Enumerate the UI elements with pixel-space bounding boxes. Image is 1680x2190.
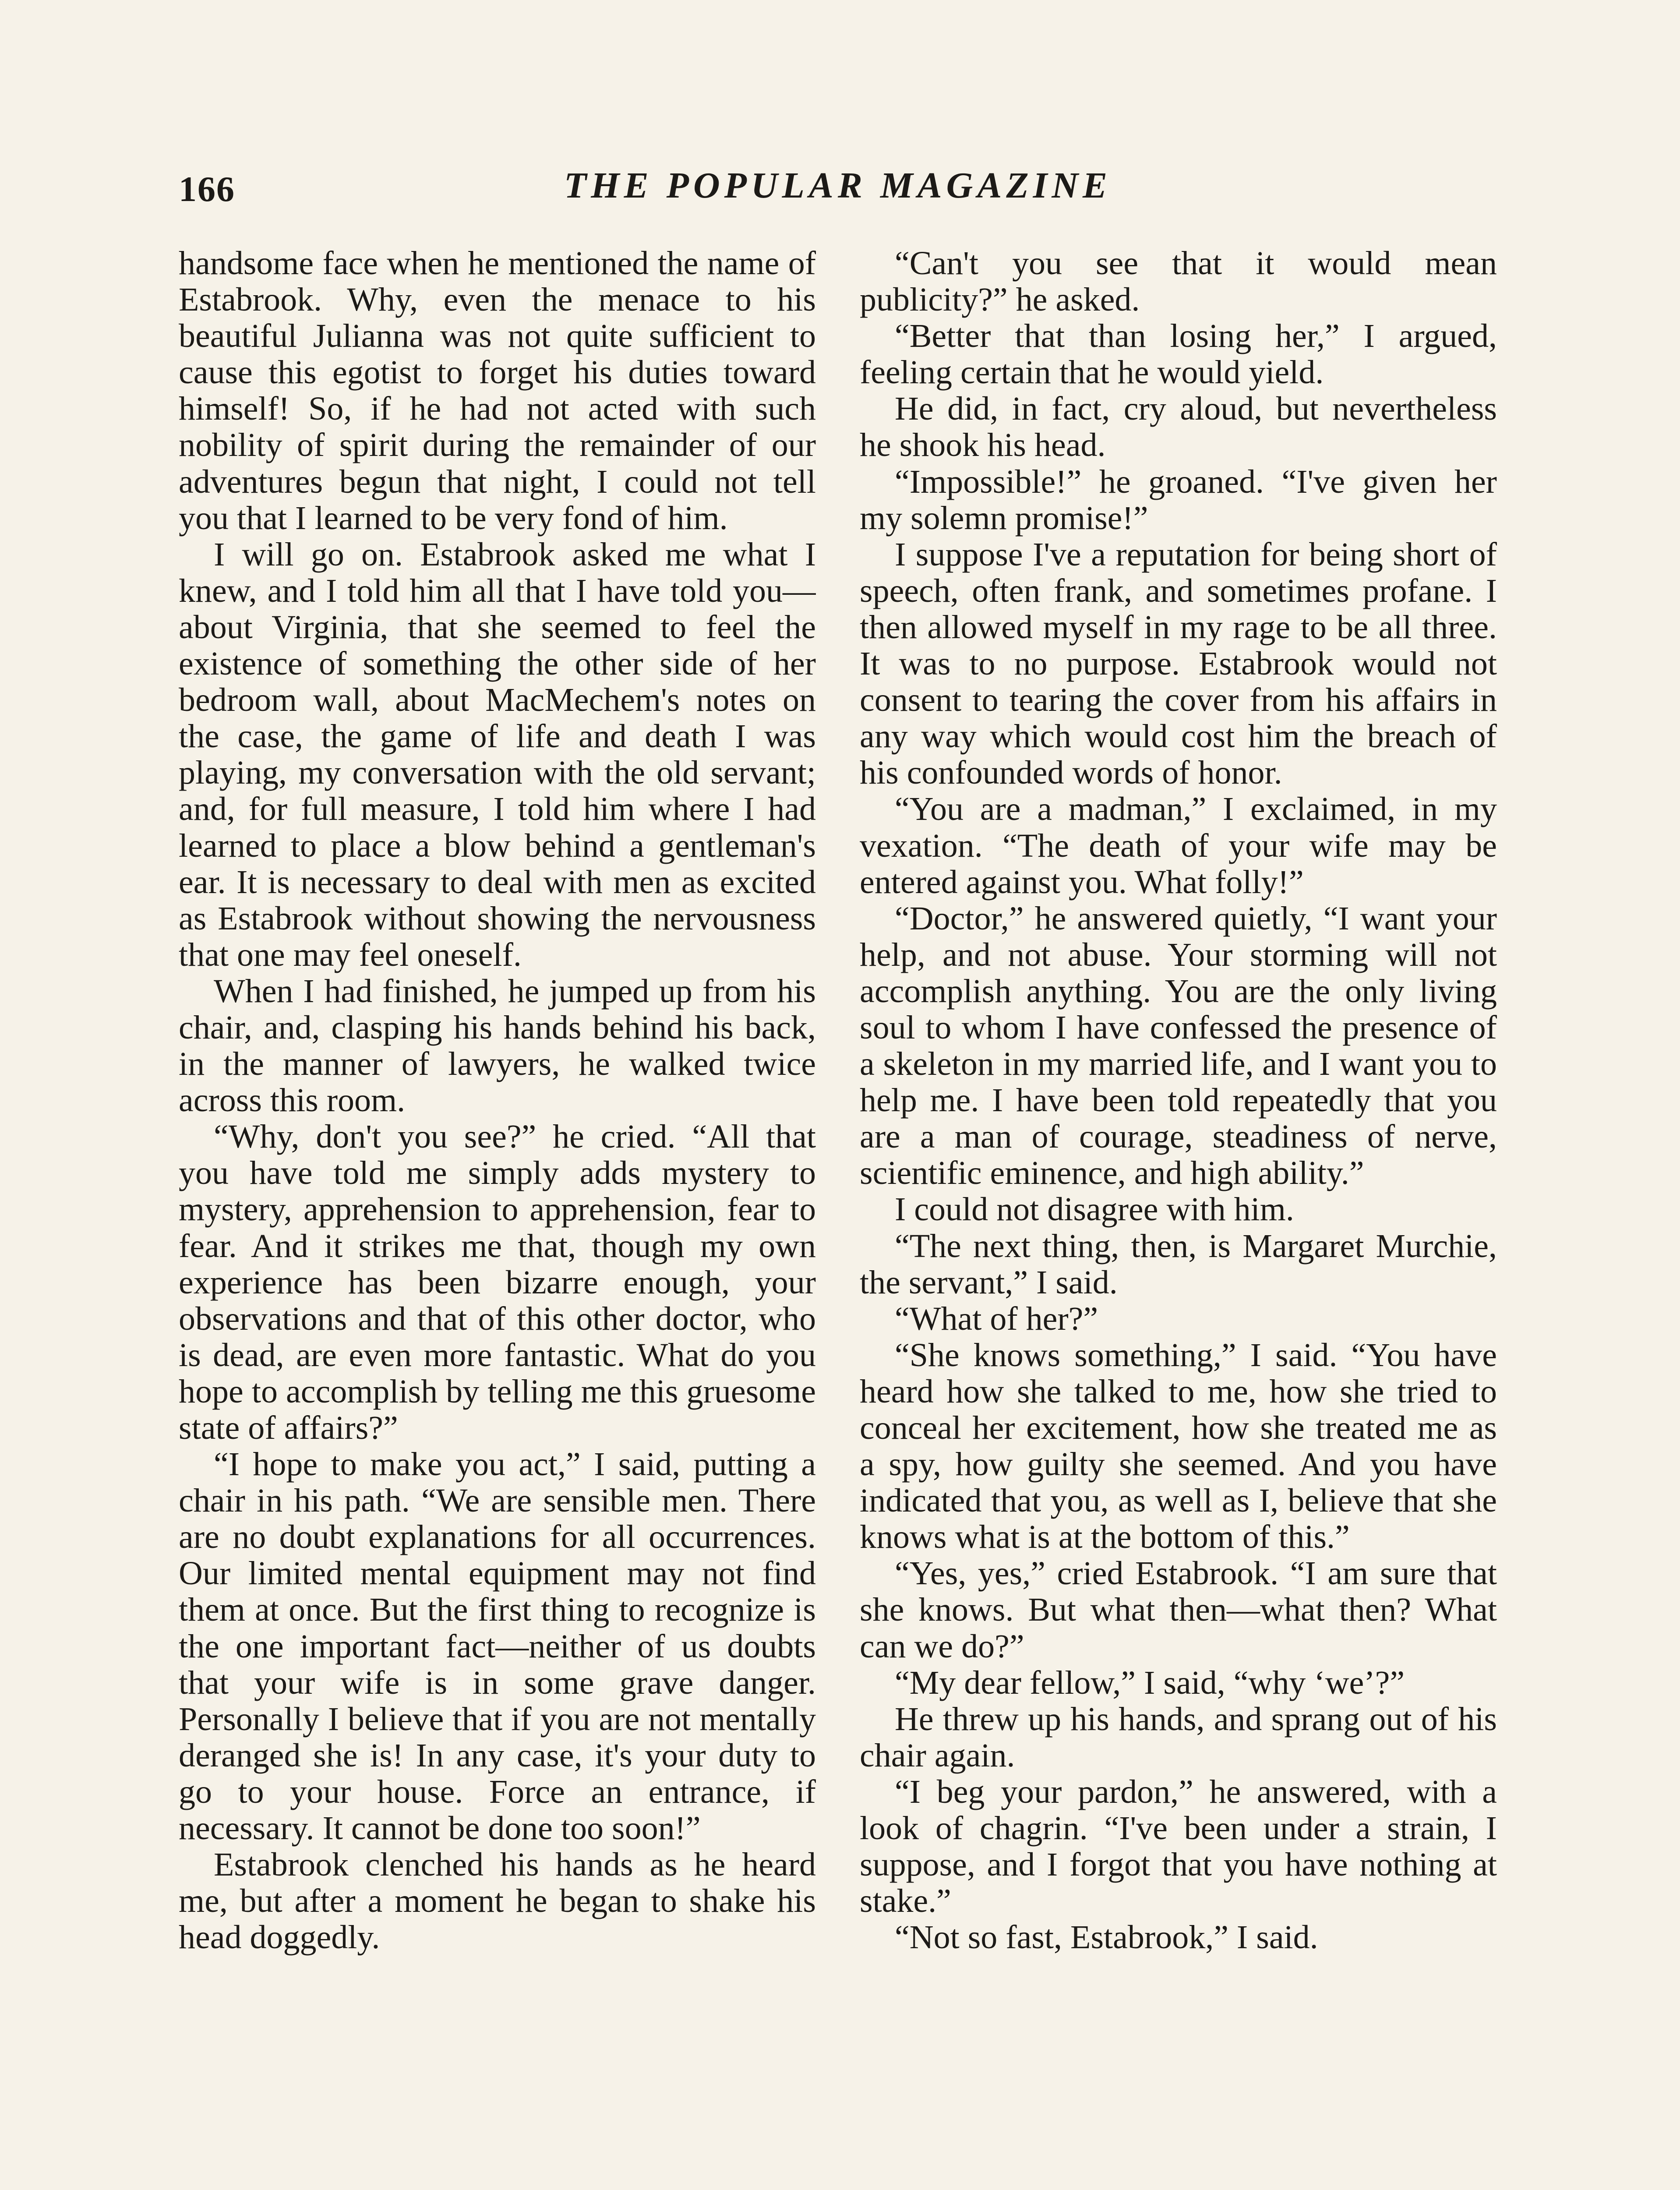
paragraph: “My dear fellow,” I said, “why ‘we’?” <box>895 1664 1405 1701</box>
paragraph: “Not so fast, Estabrook,” I said. <box>895 1919 1318 1956</box>
paragraph: handsome face when he mentioned the name of Estabrook. Why, even the menace to his beautiful Julianna was not quite sufficient to cause this egotist to forget his duties toward himself! So, if he had not acted with such nobility of spirit during the remainder of our adventures begun that night, I could not tell you that I learned to be very fond of him. <box>179 245 816 537</box>
paragraph: “Doctor,” he answered quietly, “I want your help, and not abuse. Your storming will not accomplish anything. You are the only living soul to whom I have confessed the presence of a skeleton in my married life, and I want you to help me. I have been told repeatedly that you are a man of courage, steadiness of nerve, scientific eminence, and high ability.” <box>860 900 1497 1192</box>
running-title: THE POPULAR MAGAZINE <box>564 165 1112 206</box>
paragraph: “Why, don't you see?” he cried. “All that you have told me simply adds mystery to mystery, apprehension to apprehension, fear to fear. And it strikes me that, though my own experience has been bizarre enough, your observations and that of this other doctor, who is dead, are even more fantastic. What do you hope to accomplish by telling me this gruesome state of affairs?” <box>179 1118 816 1446</box>
paragraph: “I hope to make you act,” I said, putting a chair in his path. “We are sensible men. There are no doubt explanations for all occurrences. Our limited mental equipment may not find them at once. But the first thing to recognize is the one important fact—neither of us doubts that your wife is in some grave danger. Personally I believe that if you are not mentally deranged she is! In any case, it's your duty to go to your house. Force an entrance, if necessary. It cannot be done too soon!” <box>179 1446 816 1847</box>
paragraph: “Impossible!” he groaned. “I've given her my solemn promise!” <box>860 463 1497 537</box>
paragraph: “You are a madman,” I exclaimed, in my vexation. “The death of your wife may be entered against you. What folly!” <box>860 791 1497 901</box>
paragraph: “I beg your pardon,” he answered, with a look of chagrin. “I've been under a strain, I suppose, and I forgot that you have nothing at stake.” <box>860 1773 1497 1920</box>
paragraph: “Can't you see that it would mean publicity?” he asked. <box>860 245 1497 318</box>
page-header <box>179 160 1497 221</box>
paragraph: When I had finished, he jumped up from his chair, and, clasping his hands behind his back, in the manner of lawyers, he walked twice across this room. <box>179 972 816 1119</box>
paragraph: “What of her?” <box>895 1300 1098 1337</box>
paragraph: He threw up his hands, and sprang out of his chair again. <box>860 1700 1497 1774</box>
paragraph: Estabrook clenched his hands as he heard me, but after a moment he began to shake his head doggedly. <box>179 1846 816 1956</box>
paragraph: I suppose I've a reputation for being short of speech, often frank, and sometimes profane. I then allowed myself in my rage to be all three. It was to no purpose. Estabrook would not consent to tearing the cover from his affairs in any way which would cost him the breach of his confounded words of honor. <box>860 536 1497 791</box>
paragraph: “Better that than losing her,” I argued, feeling certain that he would yield. <box>860 318 1497 391</box>
paragraph: “Yes, yes,” cried Estabrook. “I am sure that she knows. But what then—what then? What can we do?” <box>860 1555 1497 1665</box>
paragraph: I could not disagree with him. <box>895 1191 1294 1228</box>
paragraph: “The next thing, then, is Margaret Murchie, the servant,” I said. <box>860 1227 1497 1301</box>
paragraph: He did, in fact, cry aloud, but nevertheless he shook his head. <box>860 390 1497 464</box>
paragraph: I will go on. Estabrook asked me what I knew, and I told him all that I have told you—about Virginia, that she seemed to feel the existence of something the other side of her bedroom wall, about MacMechem's notes on the case, the game of life and death I was playing, my conversation with the old servant; and, for full measure, I told him where I had learned to place a blow behind a gentleman's ear. It is necessary to deal with men as excited as Estabrook without showing the nervousness that one may feel oneself. <box>179 536 816 973</box>
page-number: 166 <box>179 169 235 209</box>
left-column <box>179 245 816 2190</box>
paragraph: “She knows something,” I said. “You have heard how she talked to me, how she tried to conceal her excitement, how she treated me as a spy, how guilty she seemed. And you have indicated that you, as well as I, believe that she knows what is at the bottom of this.” <box>860 1336 1497 1556</box>
right-column <box>860 245 1497 2190</box>
